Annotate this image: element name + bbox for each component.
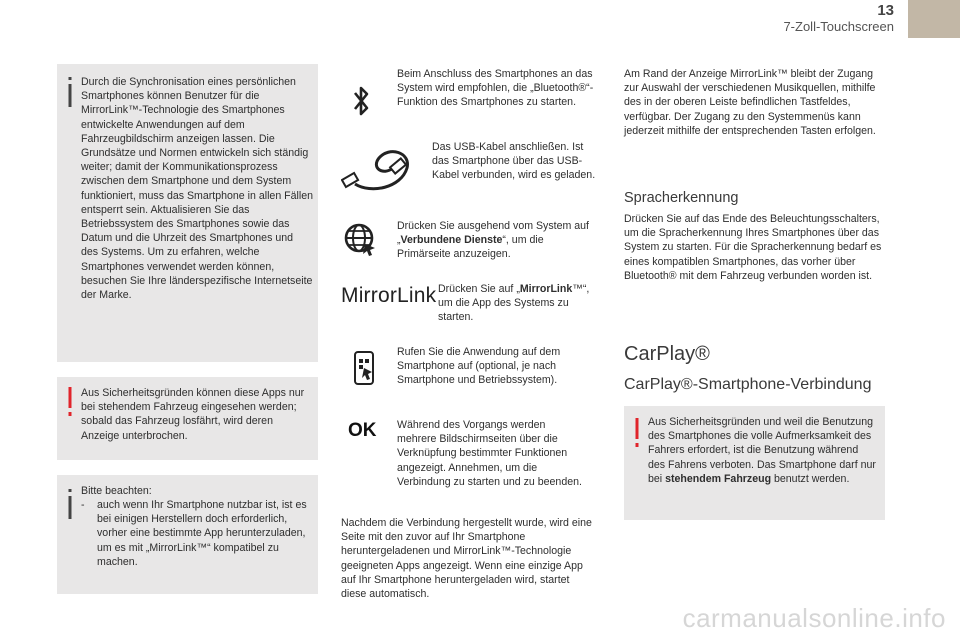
warning-box-1 (57, 377, 318, 460)
info-item-text: auch wenn Ihr Smartphone nutzbar ist, ist es bei einigen Herstellern doch erforderlich, vorher eine bestimmte App herunterzuladen, um es mit „MirrorLink™“ kompatibel zu machen. (97, 499, 307, 568)
ok-label: OK (348, 420, 377, 441)
connected-services-icon (343, 222, 377, 256)
mirrorlink-intro: Am Rand der Anzeige MirrorLink™ bleibt der Zugang zur Auswahl der verschiedenen Musikquellen, mithilfe des in der oberen Leiste befindlichen Tastfeldes, verfügbar. Der Zugang zu den Systemmenüs kann jederzeit mithilfe der entsprechenden Tasten erfolgen. (624, 68, 876, 137)
watermark: carmanualsonline.info (682, 603, 946, 633)
info-box-2 (57, 475, 318, 594)
info-icon (66, 489, 74, 519)
step-launch-app: Rufen Sie die Anwendung auf dem Smartphone auf (optional, je nach Smartphone und Betriebssystem). (397, 346, 561, 387)
step-accept: Während des Vorgangs werden mehrere Bildschirmseiten über die Verknüpfung bestimmter Funktionen angezeigt. Annehmen, um die Verbindung zu starten und zu beenden. (397, 419, 582, 488)
carplay-warning-text (648, 415, 878, 486)
usb-cable-icon (341, 144, 423, 198)
warning-icon (633, 418, 641, 448)
bluetooth-icon (352, 84, 372, 118)
heading-speech-recognition: Spracherkennung (624, 190, 739, 206)
step3-text: Drücken Sie ausgehend vom System auf „ (397, 220, 589, 247)
carplay-warning-pre: Aus Sicherheitsgründen und weil die Benutzung des Smartphones die volle Aufmerksamkeit des Fahrers erfordert, ist die Benutzung während des Fahrens verboten. Das Smartphone darf nur bei (648, 416, 876, 485)
smartphone-app-icon (352, 350, 376, 386)
after-connection-text: Nachdem die Verbindung hergestellt wurde, wird eine Seite mit den zuvor auf Ihr Smartphone heruntergeladenen und MirrorLink™-Technologie geeigneten Apps angezeigt. Wenn eine einzige App auf Ihr Smartphone heruntergeladen wird, startet diese automatisch. (341, 517, 592, 601)
mirrorlink-logo: MirrorLink (341, 284, 437, 307)
step-mirrorlink (438, 282, 603, 325)
list-dash: - (81, 499, 85, 511)
info-icon (66, 77, 74, 107)
section-title: 7-Zoll-Touchscreen (783, 19, 894, 34)
step-bluetooth: Beim Anschluss des Smartphones an das System wird empfohlen, die „Bluetooth®“-Funktion des Smartphones zu starten. (397, 68, 594, 109)
step-connected-services (397, 219, 600, 262)
carplay-warning-post: benutzt werden. (771, 472, 850, 485)
speech-text: Drücken Sie auf das Ende des Beleuchtungsschalters, um die Spracherkennung Ihres Smartphones über das System zu starten. Für die Spracherkennung bedarf es eines kompatiblen Smartphones, das vorher über Bluetooth® mit dem Fahrzeug verbunden worden ist. (624, 213, 882, 282)
info-box-1 (57, 64, 318, 362)
info-title-2: Bitte beachten: (81, 485, 152, 497)
warning-text-1: Aus Sicherheitsgründen können diese Apps nur bei stehendem Fahrzeug eingesehen werden; sobald das Fahrzeug losfährt, wird deren Anzeige unterbrochen. (81, 387, 305, 442)
page-tab (908, 0, 960, 38)
step3-text-end: “, um die Primärseite anzuzeigen. (397, 234, 544, 261)
step4-text: Drücken Sie auf „ (438, 283, 520, 295)
connected-services-label: Verbundene Dienste (400, 234, 503, 247)
page-number: 13 (877, 2, 894, 19)
step-usb: Das USB-Kabel anschließen. Ist das Smartphone über das USB-Kabel verbunden, wird es geladen. (432, 141, 596, 182)
mirrorlink-label: MirrorLink (519, 283, 573, 295)
info-text-1: Durch die Synchronisation eines persönlichen Smartphones können Benutzer für die MirrorLink™-Technologie des Smartphones entwickelte Anwendungen auf dem Fahrzeugbildschirm anzeigen lassen. Die Grundsätze und Normen entwickeln sich ständig weiter; damit der Kommunikationsprozess zwischen dem Smartphone und dem System funktioniert, muss das Smartphone in allen Fällen entsperrt sein. Aktualisieren Sie das Betriebssystem des Smartphones sowie das Datum und die Uhrzeit des Smartphones und des Systems. Um zu erfahren, welche Smartphones verwendet werden können, besuchen Sie Ihre länderspezifische Internetseite der Marke. (81, 76, 314, 302)
heading-carplay: CarPlay® (624, 343, 710, 365)
warning-icon (66, 387, 74, 417)
carplay-warning-bold: stehendem Fahrzeug (665, 472, 772, 485)
step4-text-end: ™“, um die App des Systems zu starten. (438, 283, 590, 324)
info-list-item (81, 498, 309, 569)
warning-box-carplay (624, 406, 885, 520)
heading-carplay-connection: CarPlay®-Smartphone-Verbindung (624, 376, 872, 393)
